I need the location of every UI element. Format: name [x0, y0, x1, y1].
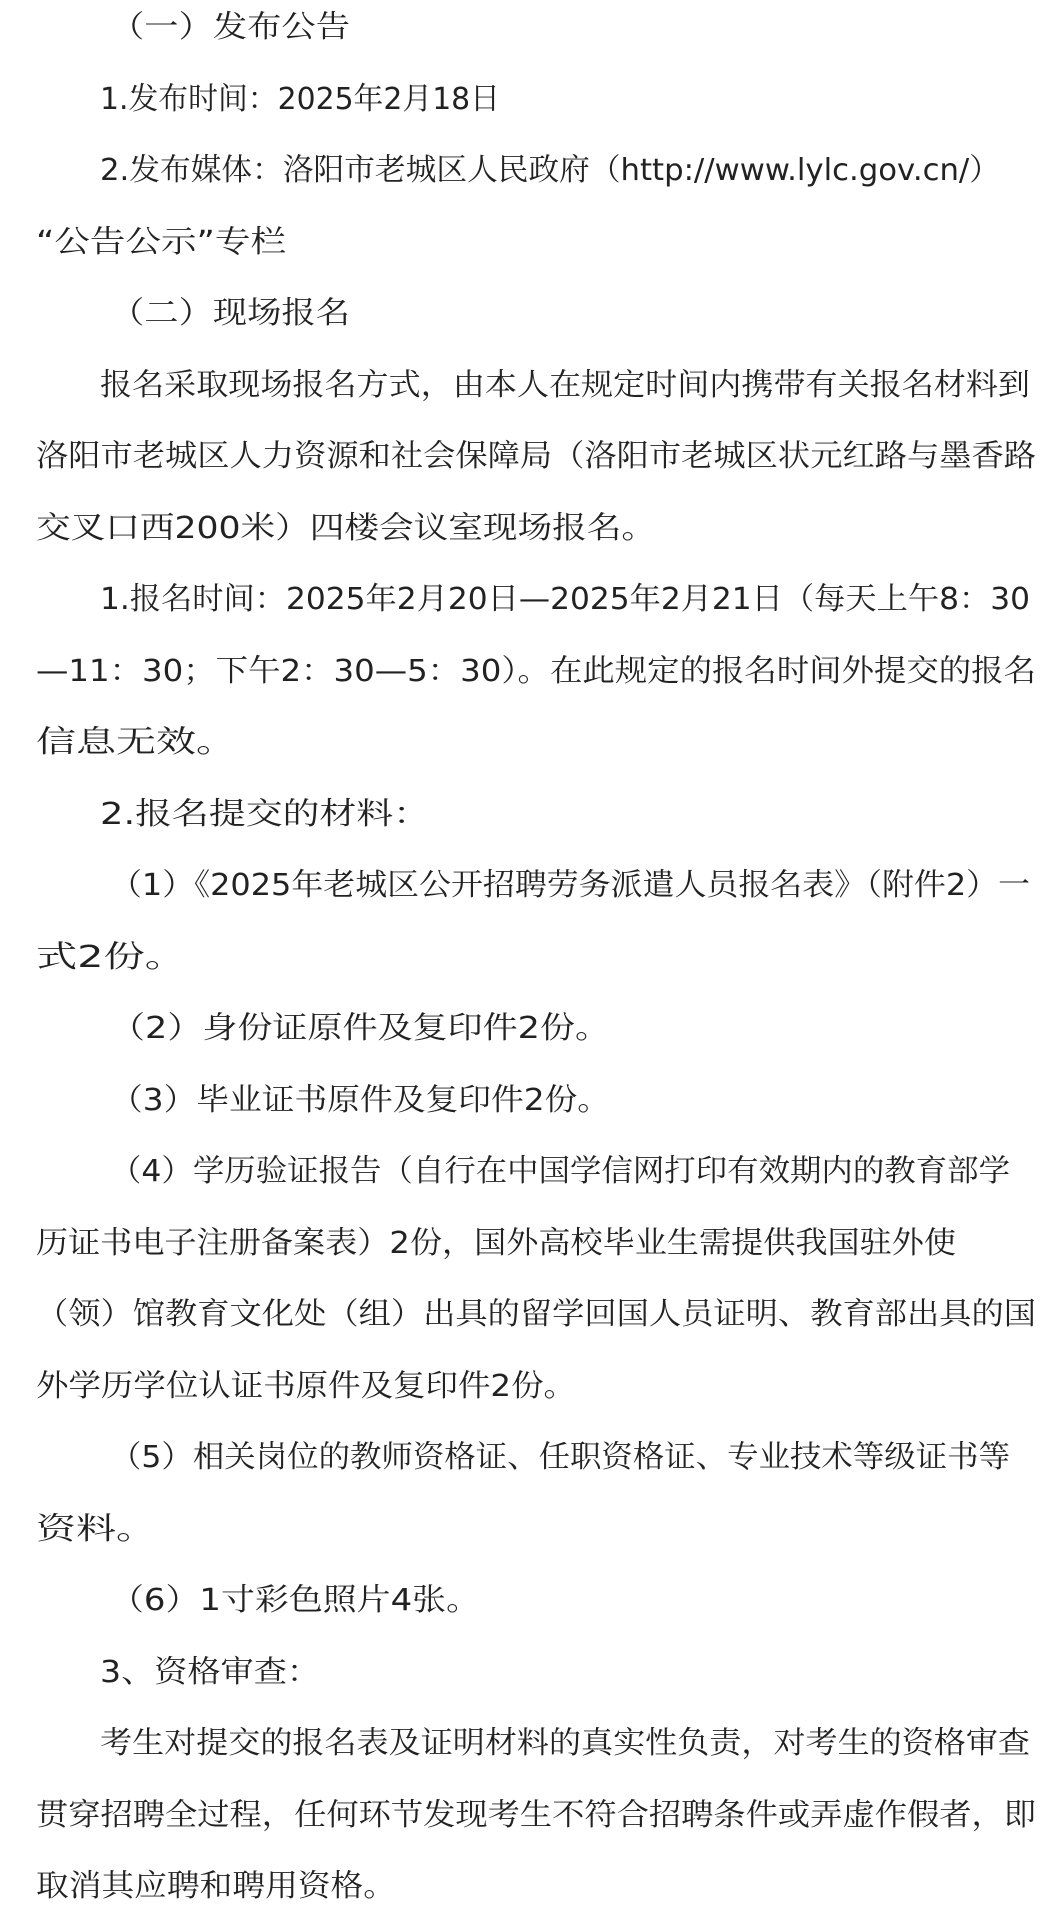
qualification-review-line-end: 取消其应聘和聘用资格。 — [36, 1869, 396, 1904]
material-item-1: （1）《2025年老城区公开招聘劳务派遣人员报名表》（附件2）一 — [110, 868, 1030, 903]
publish-media-line-cont: “公告公示”专栏 — [36, 225, 286, 260]
material-item-4-cont: 历证书电子注册备案表）2份，国外高校毕业生需提供我国驻外使 — [36, 1226, 956, 1261]
material-item-4-end: 外学历学位认证书原件及复印件2份。 — [36, 1369, 576, 1404]
qualification-review-heading: 3、资格审查： — [100, 1655, 320, 1690]
registration-time-line-end: 信息无效。 — [36, 725, 236, 760]
material-item-6: （6）1寸彩色照片4张。 — [110, 1583, 480, 1618]
paragraph-line: 洛阳市老城区人力资源和社会保障局（洛阳市老城区状元红路与墨香路 — [36, 439, 1036, 474]
publish-time-line: 1.发布时间：2025年2月18日 — [100, 82, 500, 117]
registration-time-line: 1.报名时间：2025年2月20日—2025年2月21日（每天上午8：30 — [100, 582, 1030, 617]
qualification-review-line: 考生对提交的报名表及证明材料的真实性负责，对考生的资格审查 — [100, 1726, 1030, 1761]
qualification-review-line: 贯穿招聘全过程，任何环节发现考生不符合招聘条件或弄虚作假者，即 — [36, 1798, 1036, 1833]
registration-time-line-cont: —11：30；下午2：30—5：30）。在此规定的报名时间外提交的报名 — [36, 654, 1036, 689]
material-item-4-cont: （领）馆教育文化处（组）出具的留学回国人员证明、教育部出具的国 — [36, 1297, 1036, 1332]
material-item-1-cont: 式2份。 — [36, 940, 186, 975]
section-heading-registration: （二）现场报名 — [110, 296, 350, 331]
materials-heading: 2.报名提交的材料： — [100, 797, 430, 832]
material-item-5: （5）相关岗位的教师资格证、任职资格证、专业技术等级证书等 — [110, 1440, 1010, 1475]
paragraph-line: 交叉口西200米）四楼会议室现场报名。 — [36, 511, 656, 546]
material-item-4: （4）学历验证报告（自行在中国学信网打印有效期内的教育部学 — [110, 1154, 1010, 1189]
publish-media-line: 2.发布媒体：洛阳市老城区人民政府（http://www.lylc.gov.cn/） — [100, 153, 1000, 188]
material-item-5-cont: 资料。 — [36, 1512, 156, 1547]
paragraph-line: 报名采取现场报名方式，由本人在规定时间内携带有关报名材料到 — [100, 368, 1030, 403]
material-item-3: （3）毕业证书原件及复印件2份。 — [110, 1083, 610, 1118]
section-heading-publish: （一）发布公告 — [110, 10, 350, 45]
material-item-2: （2）身份证原件及复印件2份。 — [110, 1011, 610, 1046]
